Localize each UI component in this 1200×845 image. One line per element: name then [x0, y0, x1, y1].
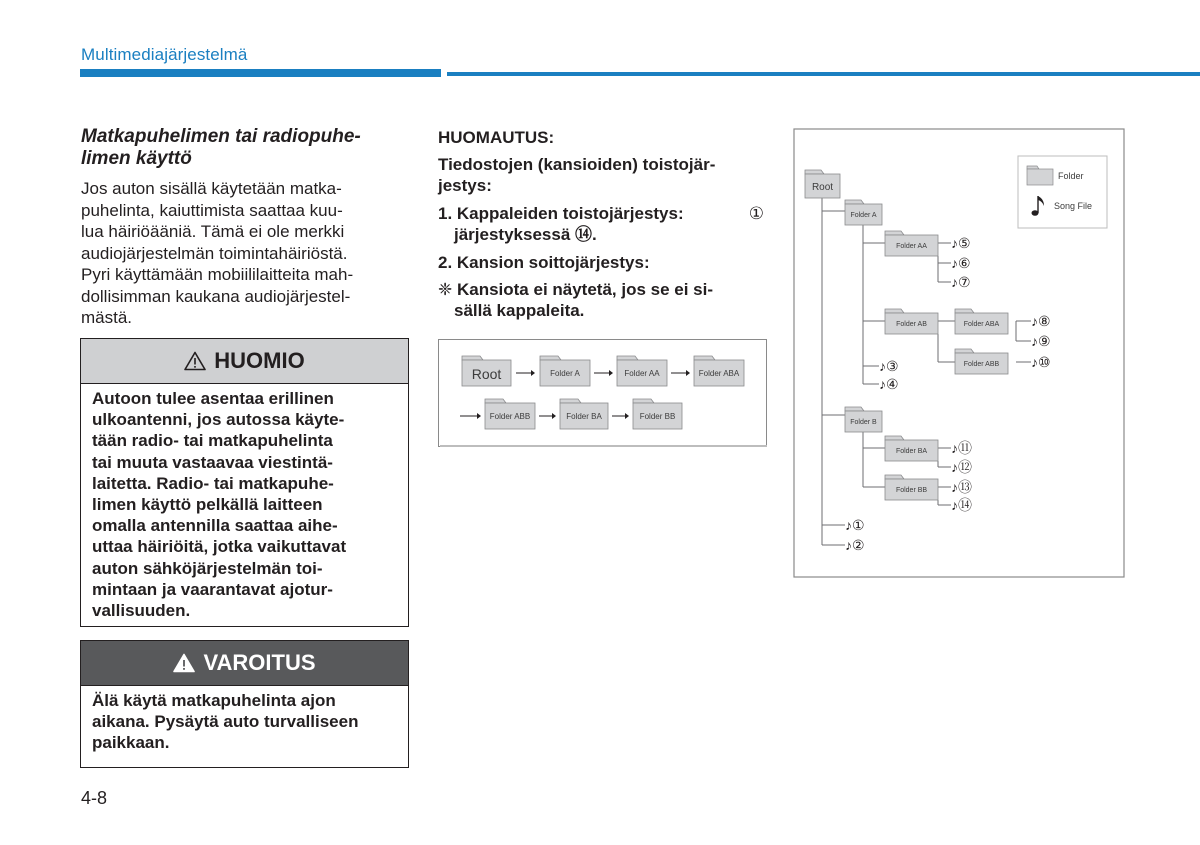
note-heading: HUOMAUTUS: — [438, 128, 555, 147]
section-title-line: limen käyttö — [81, 148, 192, 169]
caution-title: HUOMIO — [214, 348, 305, 373]
tree-folder-ab — [885, 309, 938, 334]
body-line: puhelinta, kaiuttimista saattaa kuu- — [81, 200, 343, 220]
warning-line: aikana. Pysäytä auto turvalliseen — [92, 712, 359, 732]
caution-header — [81, 339, 408, 384]
sequence-folder-label: Folder A — [550, 369, 580, 378]
note-item-hidden-folder — [438, 279, 764, 321]
song-file: ♪⑭ — [951, 497, 972, 513]
sequence-folder — [540, 356, 590, 386]
note-item-folder-order: 2. Kansion soittojärjestys: — [438, 253, 650, 272]
sequence-folder-label: Folder BB — [639, 412, 676, 421]
body-line: mästä. — [81, 308, 133, 327]
body-line: lua häiriöääniä. Tämä ei ole merkki — [81, 222, 345, 241]
song-file: ♪⑫ — [951, 459, 972, 475]
song-file: ♪② — [845, 537, 865, 553]
sequence-folder — [462, 356, 511, 386]
tree-folder-label: Folder BB — [895, 487, 928, 494]
note-subheading — [438, 154, 764, 196]
caution-line: tään radio- tai matkapuhelinta — [92, 431, 333, 451]
tree-folder-label: Folder B — [850, 419, 877, 426]
sequence-folder — [617, 356, 667, 386]
body-line: Pyri käyttämään mobiililaitteita mah- — [81, 265, 354, 284]
song-file: ♪⑩ — [1031, 354, 1051, 370]
warning-triangle-outline-icon — [184, 351, 206, 371]
section-title — [81, 126, 411, 170]
sequence-folder — [633, 399, 682, 429]
running-header-title: Multimediajärjestelmä — [81, 45, 248, 64]
body-line: dollisimman kaukana audiojärjestel- — [81, 286, 351, 306]
song-file: ♪① — [845, 517, 865, 533]
sequence-frame-shadow — [440, 445, 767, 447]
tree-folder-ba — [885, 436, 938, 461]
warning-title: VAROITUS — [203, 650, 316, 675]
tree-folder-label: Folder A — [850, 212, 877, 219]
caution-line: laitetta. Radio- tai matkapuhe- — [92, 473, 334, 493]
song-file: ♪⑦ — [951, 274, 971, 290]
tree-folder-b — [845, 407, 882, 432]
warning-body — [81, 686, 408, 754]
legend-file-label: Song File — [1054, 201, 1093, 211]
song-file: ♪⑬ — [951, 479, 972, 495]
warning-line: paikkaan. — [92, 733, 170, 753]
tree-folder-label: Folder ABB — [963, 361, 1000, 368]
sequence-folder-label: Folder ABB — [489, 412, 531, 421]
tree-legend — [1018, 156, 1107, 228]
sequence-folder-label: Folder BA — [566, 412, 602, 421]
header-rule-thick — [80, 69, 441, 77]
tree-folder-label: Folder AB — [896, 321, 927, 328]
caution-line: mintaan ja vaarantavat ajotur- — [92, 579, 333, 599]
song-file: ♪⑪ — [951, 440, 972, 456]
song-file: ♪⑥ — [951, 255, 971, 271]
warning-box — [80, 640, 409, 768]
caution-line: omalla antennilla saattaa aihe- — [92, 516, 338, 536]
tree-folder-abb — [955, 349, 1008, 374]
caution-box — [80, 338, 409, 627]
sequence-frame — [439, 340, 767, 447]
song-file: ♪④ — [879, 376, 899, 392]
warning-triangle-filled-icon — [173, 653, 195, 673]
caution-line: uttaa häiriöitä, jotka vaikuttavat — [92, 537, 347, 557]
folder-icon — [1027, 166, 1053, 185]
note-item-play-order — [438, 203, 764, 245]
sequence-folder — [560, 399, 608, 429]
tree-folder-root — [805, 170, 840, 198]
section-body — [81, 178, 408, 329]
legend-folder-label: Folder — [1058, 171, 1084, 181]
song-file: ♪⑨ — [1031, 333, 1051, 349]
note-subheading-line: Tiedostojen (kansioiden) toistojär- — [438, 155, 716, 174]
caution-line: auton sähköjärjestelmän toi- — [92, 558, 323, 578]
note-item-text: ❈ Kansiota ei näytetä, jos se ei si- — [438, 280, 714, 299]
header-rule-thin — [447, 72, 1200, 76]
caution-line: ulkoantenni, jos autossa käyte- — [92, 410, 345, 430]
note-item-text: sällä kappaleita. — [454, 301, 585, 320]
tree-folder-label: Root — [811, 182, 834, 193]
note-item-text: järjestyksessä ⑭. — [454, 225, 597, 244]
caution-body — [81, 384, 408, 621]
tree-folder-bb — [885, 475, 938, 500]
folder-sequence-diagram — [438, 339, 767, 447]
sequence-folder-label: Folder AA — [624, 369, 660, 378]
sequence-folder-label: Root — [471, 366, 502, 382]
caution-line: Autoon tulee asentaa erillinen — [92, 389, 334, 408]
body-line: audiojärjestelmän toimintahäiriöstä. — [81, 243, 348, 263]
sequence-folder — [485, 399, 535, 429]
tree-folder-a — [845, 200, 882, 225]
song-file: ♪⑧ — [1031, 313, 1051, 329]
warning-line: Älä käytä matkapuhelinta ajon — [92, 691, 336, 710]
page-number: 4-8 — [81, 788, 108, 808]
tree-folder-aa — [885, 231, 938, 256]
warning-header — [81, 641, 408, 686]
caution-line: limen käyttö pelkällä laitteen — [92, 495, 323, 515]
tree-folder-label: Folder AA — [896, 243, 927, 250]
body-line: Jos auton sisällä käytetään matka- — [81, 179, 342, 198]
section-title-line: Matkapuhelimen tai radiopuhe- — [81, 126, 361, 147]
note-item-number: ① — [748, 204, 764, 223]
tree-folder-label: Folder ABA — [963, 321, 1000, 328]
note-subheading-line: jestys: — [438, 176, 492, 195]
tree-folder-aba — [955, 309, 1008, 334]
folder-tree-diagram — [793, 128, 1125, 578]
tree-folder-label: Folder BA — [895, 448, 928, 455]
caution-line: tai muuta vastaavaa viestintä- — [92, 452, 333, 472]
sequence-folder-label: Folder ABA — [698, 369, 740, 378]
caution-line: vallisuuden. — [92, 601, 191, 621]
note-item-text: 1. Kappaleiden toistojärjestys: — [438, 204, 684, 223]
sequence-folder — [694, 356, 744, 386]
song-file: ♪⑤ — [951, 235, 971, 251]
song-file: ♪③ — [879, 358, 899, 374]
